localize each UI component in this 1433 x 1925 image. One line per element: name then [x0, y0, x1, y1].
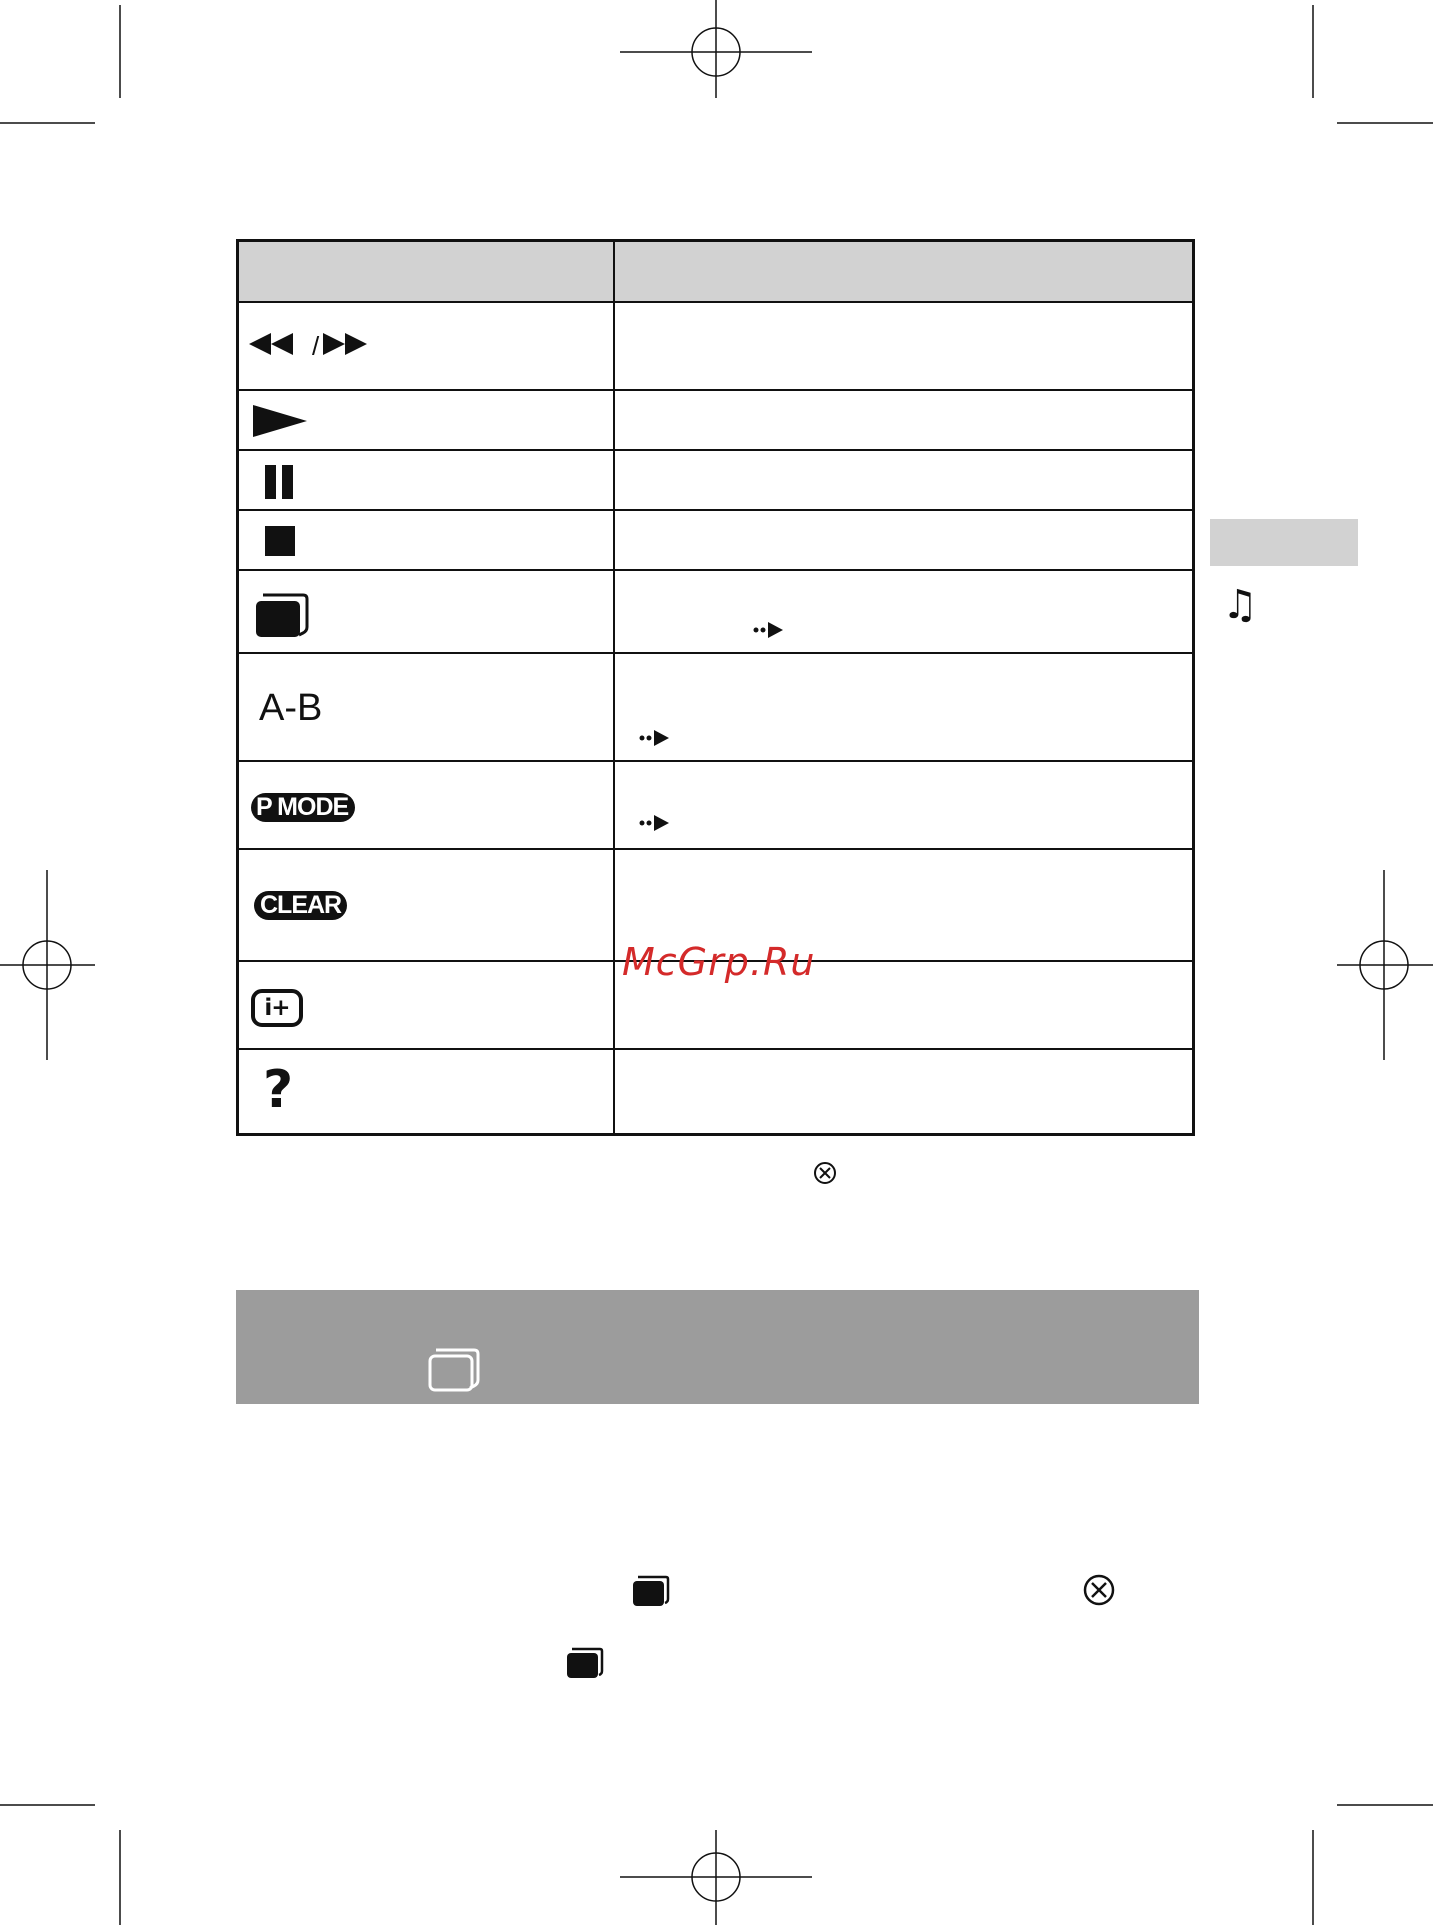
description-cell [615, 391, 1192, 449]
description-cell [615, 1050, 1192, 1133]
circle-x-icon [813, 1161, 837, 1185]
icon-cell [239, 303, 613, 389]
description-cell [615, 654, 1192, 760]
options-menu-icon [566, 1647, 604, 1679]
icon-cell [239, 654, 613, 760]
description-cell [615, 511, 1192, 569]
icon-cell [239, 850, 613, 960]
stop-icon [265, 526, 295, 556]
info-plus-icon [251, 989, 303, 1027]
icon-cell [239, 962, 613, 1048]
pause-icon [265, 465, 295, 499]
table-row [239, 303, 1192, 391]
description-cell [615, 762, 1192, 848]
table-row [239, 762, 1192, 850]
controls-table [236, 239, 1195, 1136]
icon-cell [239, 451, 613, 509]
table-row [239, 451, 1192, 511]
watermark: McGrp.Ru [622, 940, 816, 984]
section-heading-band [236, 1290, 1199, 1404]
icon-cell [239, 571, 613, 652]
table-row [239, 511, 1192, 571]
description-cell [615, 451, 1192, 509]
separator-slash: / [312, 331, 320, 361]
icon-cell [239, 511, 613, 569]
ab-repeat-icon: A-B [259, 687, 323, 729]
icon-cell [239, 762, 613, 848]
options-menu-icon [632, 1575, 670, 1607]
table-header [239, 242, 1192, 303]
side-tab [1210, 519, 1358, 566]
options-menu-icon [428, 1348, 480, 1392]
description-cell [615, 303, 1192, 389]
music-note-icon: ♫ [1222, 582, 1258, 628]
table-row [239, 391, 1192, 451]
arrow-reference-icon [639, 729, 671, 747]
arrow-reference-icon [639, 814, 671, 832]
icon-cell [239, 1050, 613, 1133]
play-icon [253, 403, 309, 439]
play-mode-icon: P MODE [251, 793, 355, 822]
table-row [239, 654, 1192, 762]
clear-icon: CLEAR [254, 891, 347, 920]
icon-cell [239, 391, 613, 449]
circle-x-icon [1083, 1574, 1115, 1606]
table-row [239, 571, 1192, 654]
info-plus-label: i+ [264, 995, 290, 1021]
description-cell [615, 571, 1192, 652]
arrow-reference-icon [753, 621, 785, 639]
table-row [239, 1050, 1192, 1133]
options-menu-icon [255, 593, 309, 639]
help-icon: ? [263, 1060, 294, 1120]
